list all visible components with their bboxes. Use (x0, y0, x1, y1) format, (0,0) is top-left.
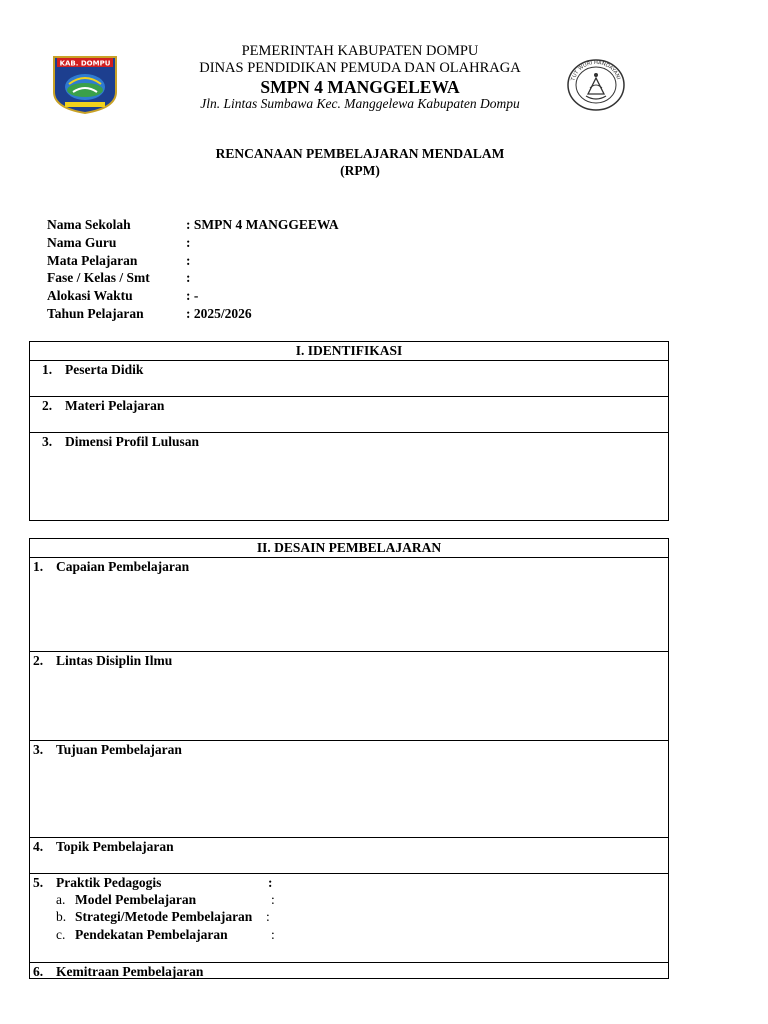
section-heading: II. DESAIN PEMBELAJARAN (30, 539, 668, 558)
info-value: : (186, 252, 191, 268)
row-label: Tujuan Pembelajaran (56, 742, 182, 757)
info-row-time (47, 287, 339, 305)
table-row (30, 874, 668, 963)
section-heading: I. IDENTIFIKASI (30, 342, 668, 361)
info-label: Nama Guru (47, 234, 117, 250)
info-row-year (47, 305, 339, 323)
info-value: : SMPN 4 MANGGEEWA (186, 217, 339, 232)
table-row (30, 433, 668, 521)
identification-table (29, 341, 669, 521)
row-number: 1. (33, 559, 44, 574)
table-row (30, 361, 668, 397)
row-number: 4. (33, 839, 44, 854)
table-row (30, 652, 668, 741)
info-block (47, 216, 339, 323)
row-label: Lintas Disiplin Ilmu (56, 653, 173, 668)
sub-colon: : (271, 892, 275, 907)
info-row-phase (47, 269, 339, 287)
row-number: 5. (33, 875, 44, 890)
info-value: : - (186, 288, 199, 304)
info-value: : (186, 234, 191, 250)
info-row-school (47, 216, 339, 234)
sub-colon: : (266, 909, 270, 924)
info-label: Tahun Pelajaran (47, 305, 144, 321)
row-label: Capaian Pembelajaran (56, 559, 190, 574)
row-label: Praktik Pedagogis (56, 875, 162, 890)
sub-letter: c. (56, 927, 66, 942)
info-row-subject (47, 252, 339, 270)
info-value: : (186, 270, 191, 286)
table-row (30, 558, 668, 652)
learning-design-table (29, 538, 669, 979)
sub-label: Strategi/Metode Pembelajaran (75, 909, 253, 924)
header-department: DINAS PENDIDIKAN PEMUDA DAN OLAHRAGA (199, 60, 521, 76)
header-school-name: SMPN 4 MANGGELEWA (260, 77, 460, 97)
row-label: Dimensi Profil Lulusan (65, 434, 200, 449)
sub-label: Model Pembelajaran (75, 892, 197, 907)
sub-label: Pendekatan Pembelajaran (75, 927, 228, 942)
sub-letter: a. (56, 892, 66, 907)
kab-dompu-logo (51, 54, 119, 114)
row-number: 2. (42, 398, 53, 413)
row-number: 3. (33, 742, 44, 757)
table-row (30, 397, 668, 433)
info-label: Mata Pelajaran (47, 252, 138, 268)
document-subtitle: (RPM) (340, 163, 380, 178)
row-number: 6. (33, 964, 44, 979)
table-row (30, 963, 668, 981)
row-label: Materi Pelajaran (65, 398, 165, 413)
info-label: Nama Sekolah (47, 217, 131, 232)
tut-wuri-handayani-text: TUT WURI HANDAYANI (570, 59, 622, 82)
info-value: : 2025/2026 (186, 305, 252, 321)
table-row (30, 741, 668, 838)
sub-letter: b. (56, 909, 67, 924)
row-label: Peserta Didik (65, 362, 144, 377)
row-label: Topik Pembelajaran (56, 839, 174, 854)
kab-dompu-logo-text: KAB. DOMPU (59, 59, 111, 68)
table-row (30, 838, 668, 874)
header-government: PEMERINTAH KABUPATEN DOMPU (241, 43, 479, 59)
sub-colon: : (271, 927, 275, 942)
document-title: RENCANAAN PEMBELAJARAN MENDALAM (215, 146, 505, 161)
row-number: 1. (42, 362, 53, 377)
info-row-teacher (47, 234, 339, 252)
row-colon: : (268, 875, 273, 890)
tut-wuri-handayani-logo (566, 58, 626, 112)
row-number: 2. (33, 653, 44, 668)
row-number: 3. (42, 434, 53, 449)
row-label: Kemitraan Pembelajaran (56, 964, 204, 979)
info-label: Fase / Kelas / Smt (47, 270, 150, 286)
header-address: Jln. Lintas Sumbawa Kec. Manggelewa Kabupaten Dompu (200, 96, 520, 111)
info-label: Alokasi Waktu (47, 288, 133, 304)
